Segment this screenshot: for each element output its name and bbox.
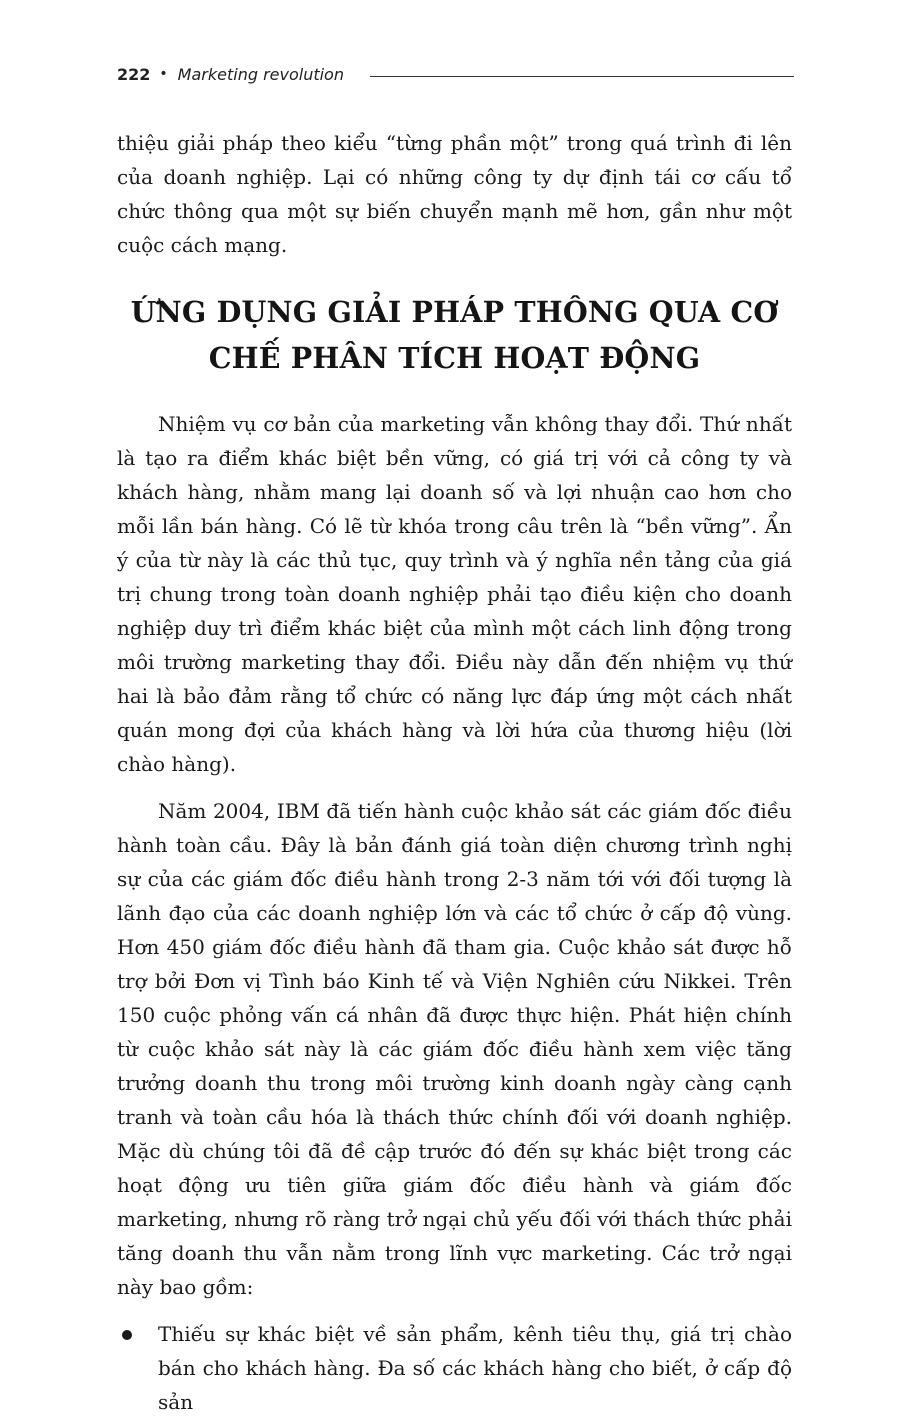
header-separator: • [159,66,168,82]
header-rule [370,76,794,77]
bullet-dot-icon [122,1330,132,1340]
section-heading [117,289,792,381]
book-title: Marketing revolution [177,64,344,84]
intro-line: thiệu giải pháp theo kiểu “từng phần một” trong quá trình đi lên của [117,131,792,189]
body-text [117,126,792,1419]
paragraph-2: Năm 2004, IBM đã tiến hành cuộc khảo sát các giám đốc điều hành toàn cầu. Đây là bản đánh giá toàn diện chương trình nghị sự của các giám đốc điều hành trong 2-3 năm tới với đối tượng là lãnh đạo của các doanh nghiệp lớn và các tổ chức ở cấp độ vùng. Hơn 450 giám đốc điều hành đã tham gia. Cuộc khảo sát được hỗ trợ bởi Đơn vị Tình báo Kinh tế và Viện Nghiên cứu Nikkei. Trên 150 cuộc phỏng vấn cá nhân đã được thực hiện. Phát hiện chính từ cuộc khảo sát này là các giám đốc điều hành xem việc tăng trưởng doanh thu trong môi trường kinh doanh ngày càng cạnh tranh và toàn cầu hóa là thách thức chính đối với doanh nghiệp. Mặc dù chúng tôi đã đề cập trước đó đến sự khác biệt trong các hoạt động ưu tiên giữa giám đốc điều hành và giám đốc marketing, nhưng rõ ràng trở ngại chủ yếu đối với thách thức phải tăng doanh thu vẫn nằm trong lĩnh vực marketing. Các trở ngại này bao gồm: [117,799,792,1299]
intro-line: doanh nghiệp. Lại có những công ty dự định tái cơ cấu tổ chức thông [117,165,792,223]
heading-line: CHẾ PHÂN TÍCH HOẠT ĐỘNG [208,341,701,375]
intro-line: qua một sự biến chuyển mạnh mẽ hơn, gần như một cuộc cách mạng. [117,199,792,257]
page-number: 222 [117,64,151,84]
heading-line: ỨNG DỤNG GIẢI PHÁP THÔNG QUA CƠ [130,295,779,329]
bullet-text: Thiếu sự khác biệt về sản phẩm, kênh tiêu thụ, giá trị chào bán cho khách hàng. Đa số các khách hàng cho biết, ở cấp độ sản [158,1322,792,1414]
bullet-item [117,1317,792,1419]
bullet-list [117,1317,792,1419]
running-header [117,62,794,86]
intro-paragraph [117,126,792,262]
paragraph-1: Nhiệm vụ cơ bản của marketing vẫn không thay đổi. Thứ nhất là tạo ra điểm khác biệt bền vững, có giá trị với cả công ty và khách hàng, nhằm mang lại doanh số và lợi nhuận cao hơn cho mỗi lần bán hàng. Có lẽ từ khóa trong câu trên là “bền vững”. Ẩn ý của từ này là các thủ tục, quy trình và ý nghĩa nền tảng của giá trị chung trong toàn doanh nghiệp phải tạo điều kiện cho doanh nghiệp duy trì điểm khác biệt của mình một cách linh động trong môi trường marketing thay đổi. Điều này dẫn đến nhiệm vụ thứ hai là bảo đảm rằng tổ chức có năng lực đáp ứng một cách nhất quán mong đợi của khách hàng và lời hứa của thương hiệu (lời chào hàng). [117,412,792,776]
